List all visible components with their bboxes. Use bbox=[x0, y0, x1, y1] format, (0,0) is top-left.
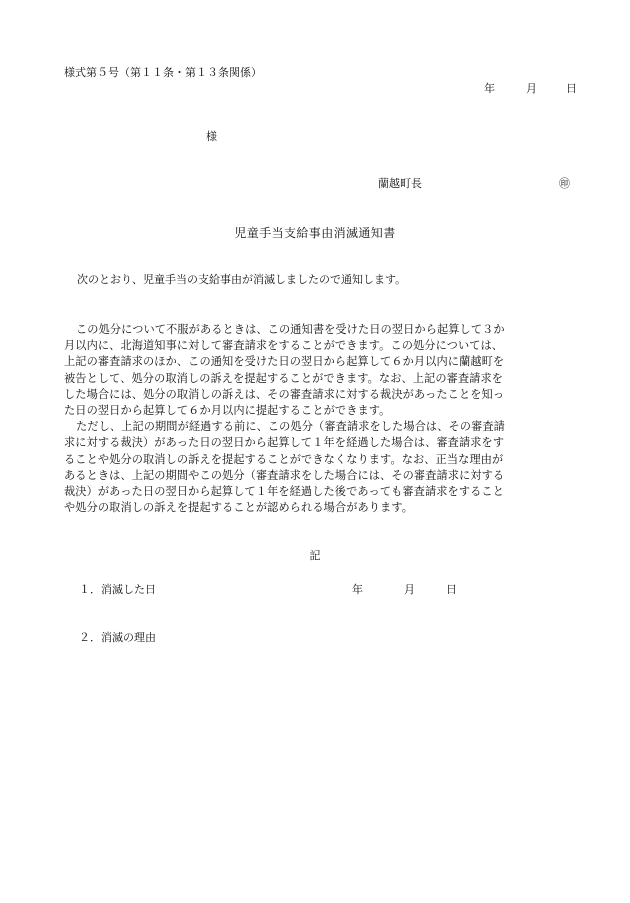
paragraph-1-line: 月以内に、北海道知事に対して審査請求をすることができます。この処分については、 bbox=[64, 339, 504, 353]
paragraph-1-line: この処分について不服があるときは、この通知書を受けた日の翌日から起算して３か bbox=[76, 323, 505, 336]
extinction-month: 月 bbox=[404, 583, 415, 596]
document-title: 児童手当支給事由消滅通知書 bbox=[234, 226, 396, 240]
item-extinction-date-label: １．消滅した日 bbox=[79, 583, 156, 596]
issue-date-year: 年 bbox=[484, 82, 495, 95]
paragraph-1-line: した場合には、処分の取消しの訴えは、その審査請求に対する裁決があったことを知っ bbox=[64, 387, 505, 401]
seal-mark: ㊞ bbox=[559, 177, 570, 190]
paragraph-2-line: ることや処分の取消しの訴えを提起することができなくなります。なお、正当な理由が bbox=[64, 452, 504, 466]
ki-heading: 記 bbox=[309, 549, 321, 562]
paragraph-2-line: や処分の取消しの訴えを提起することが認められる場合があります。 bbox=[64, 501, 414, 515]
issue-date-month: 月 bbox=[526, 82, 537, 95]
intro-text: 次のとおり、児童手当の支給事由が消滅しましたので通知します。 bbox=[77, 273, 407, 286]
item-extinction-reason-label: ２．消滅の理由 bbox=[79, 631, 156, 644]
paragraph-1 bbox=[64, 322, 584, 419]
paragraph-2-line: 求に対する裁決）があった日の翌日から起算して１年を経過した場合は、審査請求をす bbox=[64, 436, 505, 450]
paragraph-1-line: た日の翌日から起算して６か月以内に提起することができます。 bbox=[64, 404, 391, 418]
addressee-suffix: 様 bbox=[206, 130, 217, 143]
extinction-year: 年 bbox=[352, 583, 363, 596]
paragraph-1-line: 上記の審査請求のほか、この通知を受けた日の翌日から起算して６か月以内に蘭越町を bbox=[64, 355, 505, 369]
paragraph-2-line: あるときは、上記の期間やこの処分（審査請求をした場合には、その審査請求に対する bbox=[64, 468, 505, 482]
paragraph-2-line: 裁決）があった日の翌日から起算して１年を経過した後であっても審査請求をすること bbox=[64, 485, 504, 499]
issue-date-day: 日 bbox=[566, 82, 577, 95]
paragraph-2 bbox=[64, 419, 584, 516]
form-number: 様式第５号（第１１条・第１３条関係） bbox=[64, 66, 262, 79]
paragraph-2-line: ただし、上記の期間が経過する前に、この処分（審査請求をした場合は、その審査請 bbox=[76, 420, 505, 434]
extinction-day: 日 bbox=[446, 583, 457, 596]
sender-name: 蘭越町長 bbox=[378, 177, 422, 190]
appeal-notice bbox=[64, 322, 584, 516]
paragraph-1-line: 被告として、処分の取消しの訴えを提起することができます。なお、上記の審査請求を bbox=[64, 371, 504, 385]
